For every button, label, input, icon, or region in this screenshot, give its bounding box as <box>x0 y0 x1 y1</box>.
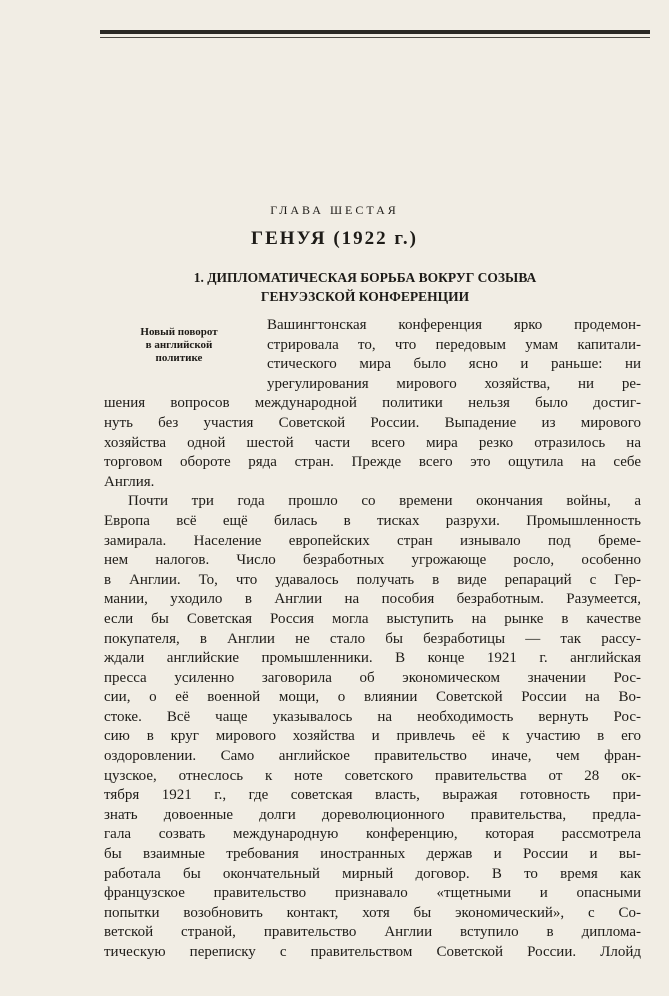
text-line: стического мира было ясно и раньше: ни <box>267 356 641 373</box>
text-line: гала созвать международную конференцию, которая рассмотрела <box>104 826 641 843</box>
body-text <box>104 316 641 963</box>
text-line: бы взаимные требования иностранных держав и России и вы- <box>104 846 641 863</box>
text-line: пресса усиленно заговорила об экономическом значении Рос- <box>104 669 641 686</box>
text-line: сии, о её военной мощи, о влиянии Советской России на Во- <box>104 689 641 706</box>
text-line: Почти три года прошло со времени окончания войны, а <box>128 493 641 510</box>
chapter-label: ГЛАВА ШЕСТАЯ <box>270 203 399 217</box>
text-line: оздоровлении. Само английское правительство иначе, чем фран- <box>104 748 641 765</box>
text-line: нем налогов. Число безработных угрожающе росло, особенно <box>104 552 641 569</box>
header-rule-thin <box>100 37 650 38</box>
text-line: Европа всё ещё билась в тисках разрухи. Промышленность <box>104 512 641 529</box>
text-line: если бы Советская Россия могла выступить на рынке в качестве <box>104 610 641 627</box>
text-line: Англия. <box>104 473 155 490</box>
sidenote-line: в английской <box>145 339 213 351</box>
text-line: в Англии. То, что удавалось получать в виде репараций с Гер- <box>104 571 641 588</box>
section-heading-line: 1. ДИПЛОМАТИЧЕСКАЯ БОРЬБА ВОКРУГ СОЗЫВА <box>193 270 537 285</box>
sidenote-line: Новый поворот <box>140 326 218 338</box>
text-line: французское правительство признавало «тщетными и опасными <box>104 885 641 902</box>
text-line: попытки возобновить контакт, хотя бы экономический», с Со- <box>104 904 641 921</box>
section-heading <box>60 268 669 306</box>
text-line: покупателя, в Англии не стало бы безработицы — так рассу- <box>104 630 641 647</box>
text-line: замирала. Население европейских стран изнывало под бреме- <box>104 532 641 549</box>
section-heading-line: ГЕНУЭЗСКОЙ КОНФЕРЕНЦИИ <box>260 289 470 304</box>
text-line: урегулирования мирового хозяйства, ни ре- <box>267 375 641 392</box>
chapter-title: ГЕНУЯ (1922 г.) <box>251 228 418 249</box>
text-line: хозяйства одной шестой части всего мира резко отразилось на <box>104 434 641 451</box>
text-line: сию в круг мирового хозяйства и привлечь её к участию в его <box>104 728 641 745</box>
text-line: нуть без участия Советской России. Выпадение из мирового <box>104 414 641 431</box>
text-line: шения вопросов международной политики нельзя было достиг- <box>104 395 641 412</box>
text-line: цузское, отнеслось к ноте советского правительства от 28 ок- <box>104 767 641 784</box>
text-line: ветской страной, правительство Англии вступило в диплома- <box>104 924 641 941</box>
text-line: тября 1921 г., где советская власть, выражая готовность при- <box>104 787 641 804</box>
text-line: стоке. Всё чаще указывалось на необходимость вернуть Рос- <box>104 708 641 725</box>
text-line: ждали английские промышленники. В конце 1921 г. английская <box>104 650 641 667</box>
text-line: торговом обороте ряда стран. Прежде всего это ощутила на себе <box>104 454 641 471</box>
header-rule <box>100 30 650 34</box>
text-line: тическую переписку с правительством Советской России. Ллойд <box>104 944 641 960</box>
text-line: знать довоенные долги дореволюционного правительства, предла- <box>104 806 641 823</box>
text-line: Вашингтонская конференция ярко продемон- <box>267 317 641 333</box>
text-line: мании, уходило в Англии на пособия безработным. Разумеется, <box>104 591 641 608</box>
text-line: стрировала то, что передовым умам капитали- <box>267 336 641 353</box>
sidenote-line: политике <box>155 352 203 364</box>
text-line: работала бы окончательный мирный договор. В то время как <box>104 865 641 882</box>
